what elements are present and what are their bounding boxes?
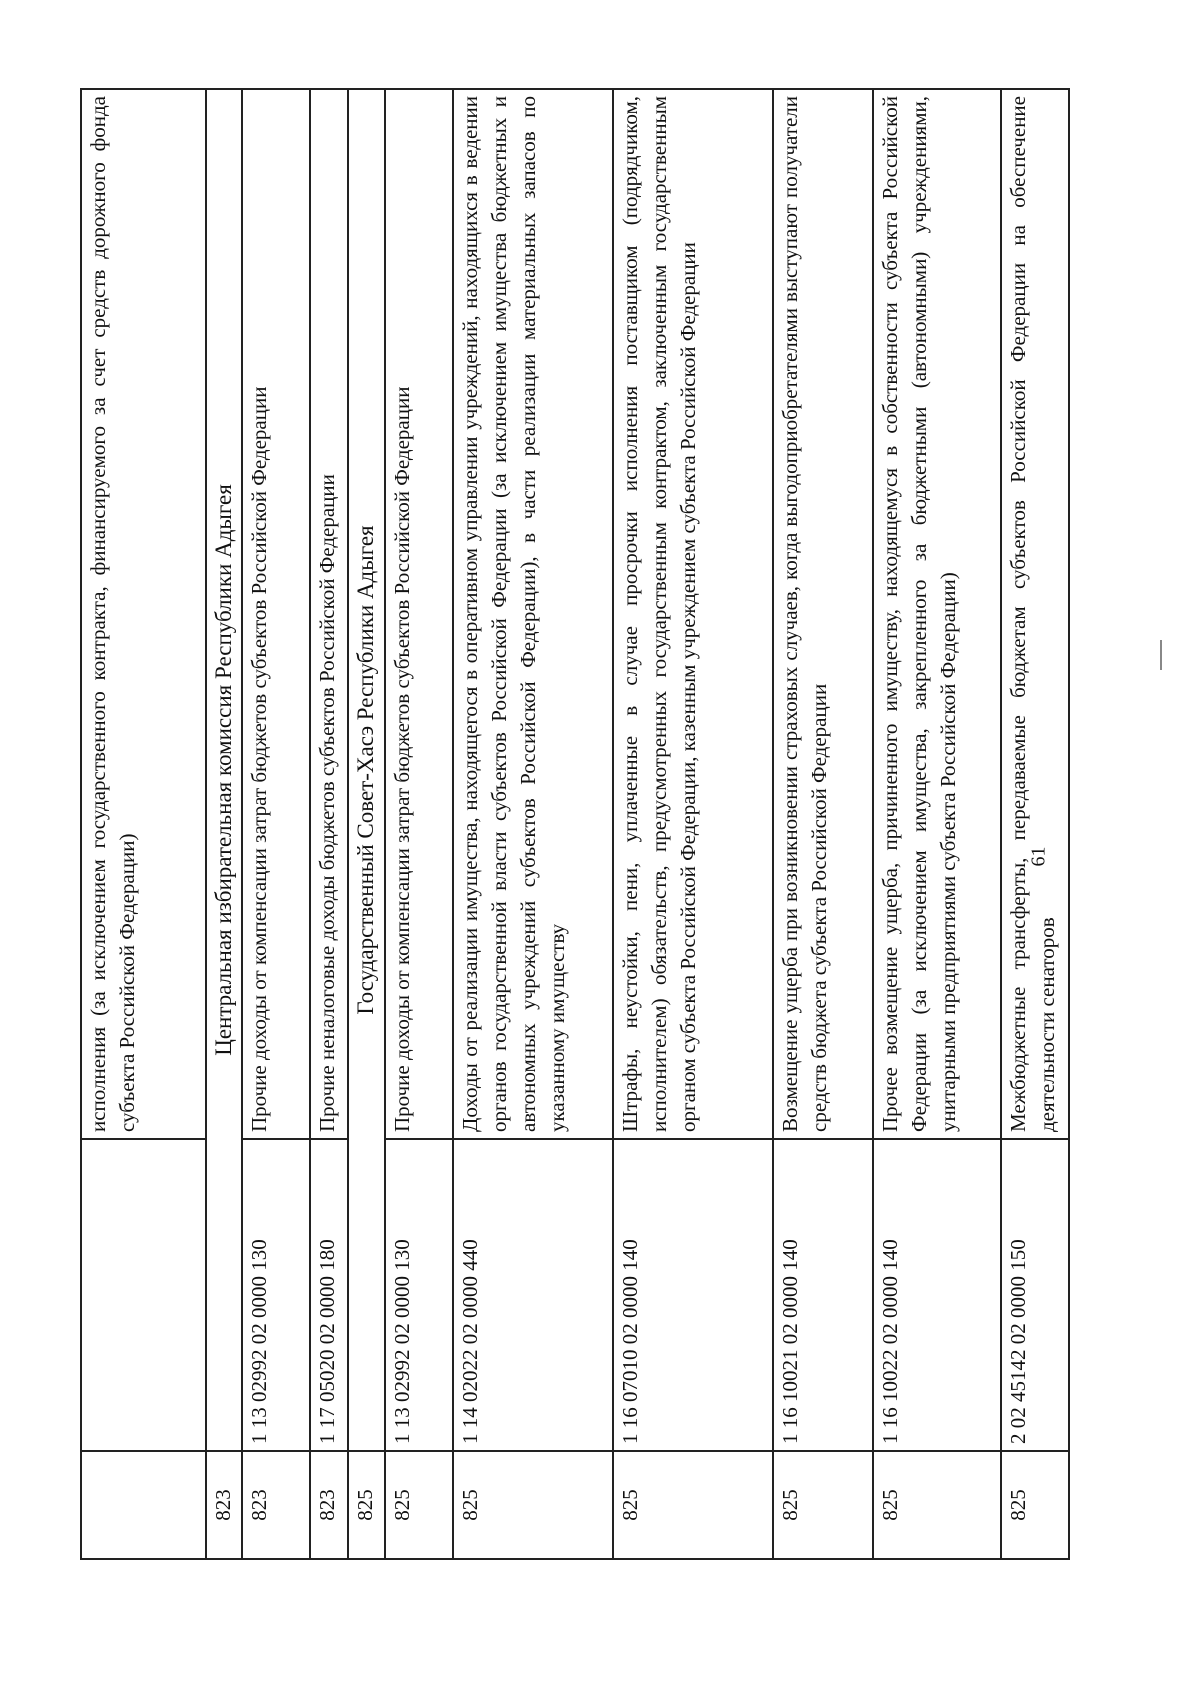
page-number: 61 xyxy=(1027,846,1050,867)
admin-code-cell: 825 xyxy=(385,1451,453,1559)
kbk-code-cell: 1 13 02992 02 0000 130 xyxy=(385,1139,453,1451)
table-row xyxy=(310,89,348,1559)
admin-code-cell: 825 xyxy=(1001,1451,1069,1559)
table-row xyxy=(873,89,1002,1559)
description-cell: Доходы от реализации имущества, находящегося в оперативном управлении учреждений, находящихся в ведении органов государственной власти субъектов Российской Федерации (за исключением имущества бюджетных и автономных учреждений субъектов Российской Федерации), в части реализации материальных запасов по указанному имуществу xyxy=(453,89,613,1139)
description-cell: Прочее возмещение ущерба, причиненного имуществу, находящемуся в собственности субъекта Российской Федерации (за исключением имущества, закрепленного за бюджетными (автономными) учреждениями, унитарными предприятиями субъекта Российской Федерации) xyxy=(873,89,1002,1139)
kbk-code-cell: 1 14 02022 02 0000 440 xyxy=(453,1139,613,1451)
revenue-codes-table xyxy=(80,88,1070,1560)
section-title: Центральная избирательная комиссия Республики Адыгея xyxy=(206,89,243,1451)
table-row xyxy=(242,89,310,1559)
kbk-code-cell: 1 13 02992 02 0000 130 xyxy=(242,1139,310,1451)
description-cell: исполнения (за исключением государственного контракта, финансируемого за счет средств дорожного фонда субъекта Российской Федерации) xyxy=(81,89,206,1139)
description-cell: Межбюджетные трансферты, передаваемые бюджетам субъектов Российской Федерации на обеспечение деятельности сенаторов xyxy=(1001,89,1069,1139)
admin-code-cell xyxy=(81,1451,206,1559)
admin-code-cell: 823 xyxy=(242,1451,310,1559)
kbk-code-cell: 1 16 10022 02 0000 140 xyxy=(873,1139,1002,1451)
admin-code-cell: 825 xyxy=(873,1451,1002,1559)
rotated-content xyxy=(80,90,1070,1560)
description-cell: Прочие доходы от компенсации затрат бюджетов субъектов Российской Федерации xyxy=(385,89,453,1139)
description-cell: Прочие неналоговые доходы бюджетов субъектов Российской Федерации xyxy=(310,89,348,1139)
description-cell: Возмещение ущерба при возникновении страховых случаев, когда выгодоприобретателями выступают получатели средств бюджета субъекта Российской Федерации xyxy=(773,89,872,1139)
admin-code-cell: 823 xyxy=(206,1451,243,1559)
admin-code-cell: 825 xyxy=(453,1451,613,1559)
section-title: Государственный Совет-Хасэ Республики Адыгея xyxy=(348,89,385,1451)
admin-code-cell: 825 xyxy=(348,1451,385,1559)
description-cell: Штрафы, неустойки, пени, уплаченные в случае просрочки исполнения поставщиком (подрядчиком, исполнителем) обязательств, предусмотренных государственным контрактом, заключенным государственным органом субъекта Российской Федерации, казенным учреждением субъекта Российской Федерации xyxy=(613,89,773,1139)
admin-code-cell: 825 xyxy=(613,1451,773,1559)
scan-mark xyxy=(1160,640,1162,670)
kbk-code-cell: 2 02 45142 02 0000 150 xyxy=(1001,1139,1069,1451)
table-row xyxy=(453,89,613,1559)
table-row xyxy=(773,89,872,1559)
table-row xyxy=(1001,89,1069,1559)
kbk-code-cell: 1 17 05020 02 0000 180 xyxy=(310,1139,348,1451)
admin-code-cell: 823 xyxy=(310,1451,348,1559)
admin-code-cell: 825 xyxy=(773,1451,872,1559)
section-row xyxy=(348,89,385,1559)
section-row xyxy=(206,89,243,1559)
table-row xyxy=(81,89,206,1559)
table-row xyxy=(613,89,773,1559)
description-cell: Прочие доходы от компенсации затрат бюджетов субъектов Российской Федерации xyxy=(242,89,310,1139)
kbk-code-cell xyxy=(81,1139,206,1451)
table-row xyxy=(385,89,453,1559)
kbk-code-cell: 1 16 10021 02 0000 140 xyxy=(773,1139,872,1451)
kbk-code-cell: 1 16 07010 02 0000 140 xyxy=(613,1139,773,1451)
